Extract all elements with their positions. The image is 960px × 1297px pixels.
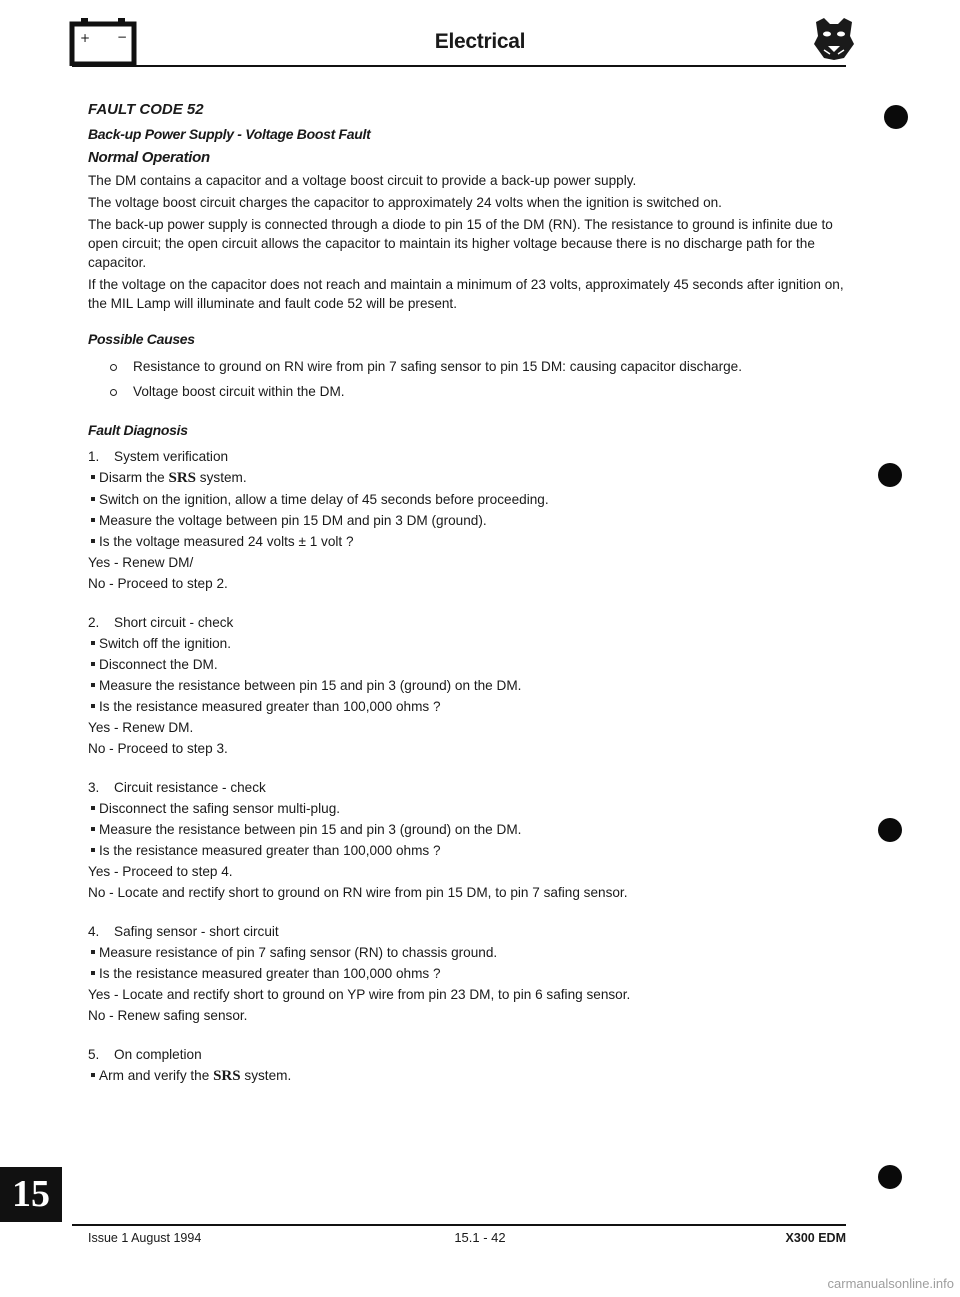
registration-dot (878, 1165, 902, 1189)
step-number: 5. (88, 1047, 100, 1062)
cause-item (88, 382, 848, 401)
check-line: Switch off the ignition. (88, 634, 848, 653)
step-number: 1. (88, 449, 100, 464)
jaguar-head-icon (810, 14, 858, 62)
check-line: Arm and verify the SRS system. (88, 1066, 848, 1086)
yes-result: Yes - Renew DM. (88, 720, 194, 735)
square-bullet-icon (91, 497, 95, 501)
cause-text: Resistance to ground on RN wire from pin 7 safing sensor to pin 15 DM: causing capacitor discharge. (133, 359, 743, 374)
square-bullet-icon (91, 704, 95, 708)
section-tab: 15 (0, 1167, 62, 1222)
step-number: 4. (88, 924, 100, 939)
step-heading (88, 922, 848, 941)
header-rule (72, 65, 846, 67)
watermark: carmanualsonline.info (827, 1276, 954, 1291)
square-bullet-icon (91, 806, 95, 810)
step-number: 3. (88, 780, 100, 795)
yes-result: Yes - Renew DM/ (88, 555, 194, 570)
step-title: System verification (114, 449, 229, 464)
paragraph: The voltage boost circuit charges the capacitor to approximately 24 volts when the ignition is switched on. (88, 195, 722, 210)
no-result: No - Proceed to step 3. (88, 741, 228, 756)
step-heading (88, 447, 848, 466)
manual-code: X300 EDM (785, 1231, 846, 1245)
check-line: Measure the resistance between pin 15 and pin 3 (ground) on the DM. (88, 820, 848, 839)
footer-rule (72, 1224, 846, 1226)
check-line: Disconnect the DM. (88, 655, 848, 674)
issue-date: Issue 1 August 1994 (88, 1231, 202, 1245)
cause-text: Voltage boost circuit within the DM. (133, 384, 345, 399)
yes-result: Yes - Locate and rectify short to ground on YP wire from pin 23 DM, to pin 6 safing sensor. (88, 987, 631, 1002)
check-line: Disconnect the safing sensor multi-plug. (88, 799, 848, 818)
yes-result: Yes - Proceed to step 4. (88, 864, 233, 879)
step-heading (88, 613, 848, 632)
square-bullet-icon (91, 518, 95, 522)
check-line: Is the resistance measured greater than 100,000 ohms ? (88, 841, 848, 860)
square-bullet-icon (91, 848, 95, 852)
square-bullet-icon (91, 971, 95, 975)
registration-dot (878, 818, 902, 842)
paragraph: If the voltage on the capacitor does not reach and maintain a minimum of 23 volts, approximately 45 seconds after ignition on, the MIL Lamp will illuminate and fault code 52 will be present. (88, 277, 844, 311)
no-result: No - Locate and rectify short to ground on RN wire from pin 15 DM, to pin 7 safing sensor. (88, 885, 628, 900)
check-line: Measure resistance of pin 7 safing sensor (RN) to chassis ground. (88, 943, 848, 962)
circle-bullet-icon (110, 364, 117, 371)
no-result: No - Proceed to step 2. (88, 576, 228, 591)
check-line: Disarm the SRS system. (88, 468, 848, 488)
square-bullet-icon (91, 827, 95, 831)
fault-diagnosis-heading: Fault Diagnosis (88, 422, 188, 438)
square-bullet-icon (91, 641, 95, 645)
paragraph: The DM contains a capacitor and a voltage boost circuit to provide a back-up power supply. (88, 173, 637, 188)
no-result: No - Renew safing sensor. (88, 1008, 248, 1023)
square-bullet-icon (91, 539, 95, 543)
step-title: Safing sensor - short circuit (114, 924, 279, 939)
svg-text:+: + (79, 31, 91, 45)
fault-subtitle: Back-up Power Supply - Voltage Boost Fault (88, 126, 371, 142)
square-bullet-icon (91, 950, 95, 954)
square-bullet-icon (91, 662, 95, 666)
page-title: Electrical (434, 30, 526, 53)
square-bullet-icon (91, 475, 95, 479)
check-line: Switch on the ignition, allow a time delay of 45 seconds before proceeding. (88, 490, 848, 509)
step-heading (88, 778, 848, 797)
check-line: Is the resistance measured greater than 100,000 ohms ? (88, 697, 848, 716)
cause-item (88, 357, 848, 376)
check-line: Is the resistance measured greater than 100,000 ohms ? (88, 964, 848, 983)
check-line: Is the voltage measured 24 volts ± 1 volt ? (88, 532, 848, 551)
svg-text:−: − (116, 30, 128, 44)
square-bullet-icon (91, 1073, 95, 1077)
paragraph: The back-up power supply is connected through a diode to pin 15 of the DM (RN). The resistance to ground is infinite due to open circuit; the open circuit allows the capacitor to maintain its higher voltage because there is no discharge path for the capacitor. (88, 217, 833, 270)
possible-causes-heading: Possible Causes (88, 331, 195, 347)
normal-operation-heading: Normal Operation (88, 149, 210, 166)
step-title: Short circuit - check (114, 615, 234, 630)
step-title: Circuit resistance - check (114, 780, 266, 795)
check-line: Measure the resistance between pin 15 and pin 3 (ground) on the DM. (88, 676, 848, 695)
step-title: On completion (114, 1047, 202, 1062)
registration-dot (884, 105, 908, 129)
circle-bullet-icon (110, 389, 117, 396)
document-body (88, 100, 848, 1088)
registration-dot (878, 463, 902, 487)
fault-code-title: FAULT CODE 52 (88, 101, 204, 118)
page-number: 15.1 - 42 (454, 1230, 506, 1245)
step-heading (88, 1045, 848, 1064)
square-bullet-icon (91, 683, 95, 687)
step-number: 2. (88, 615, 100, 630)
check-line: Measure the voltage between pin 15 DM and pin 3 DM (ground). (88, 511, 848, 530)
